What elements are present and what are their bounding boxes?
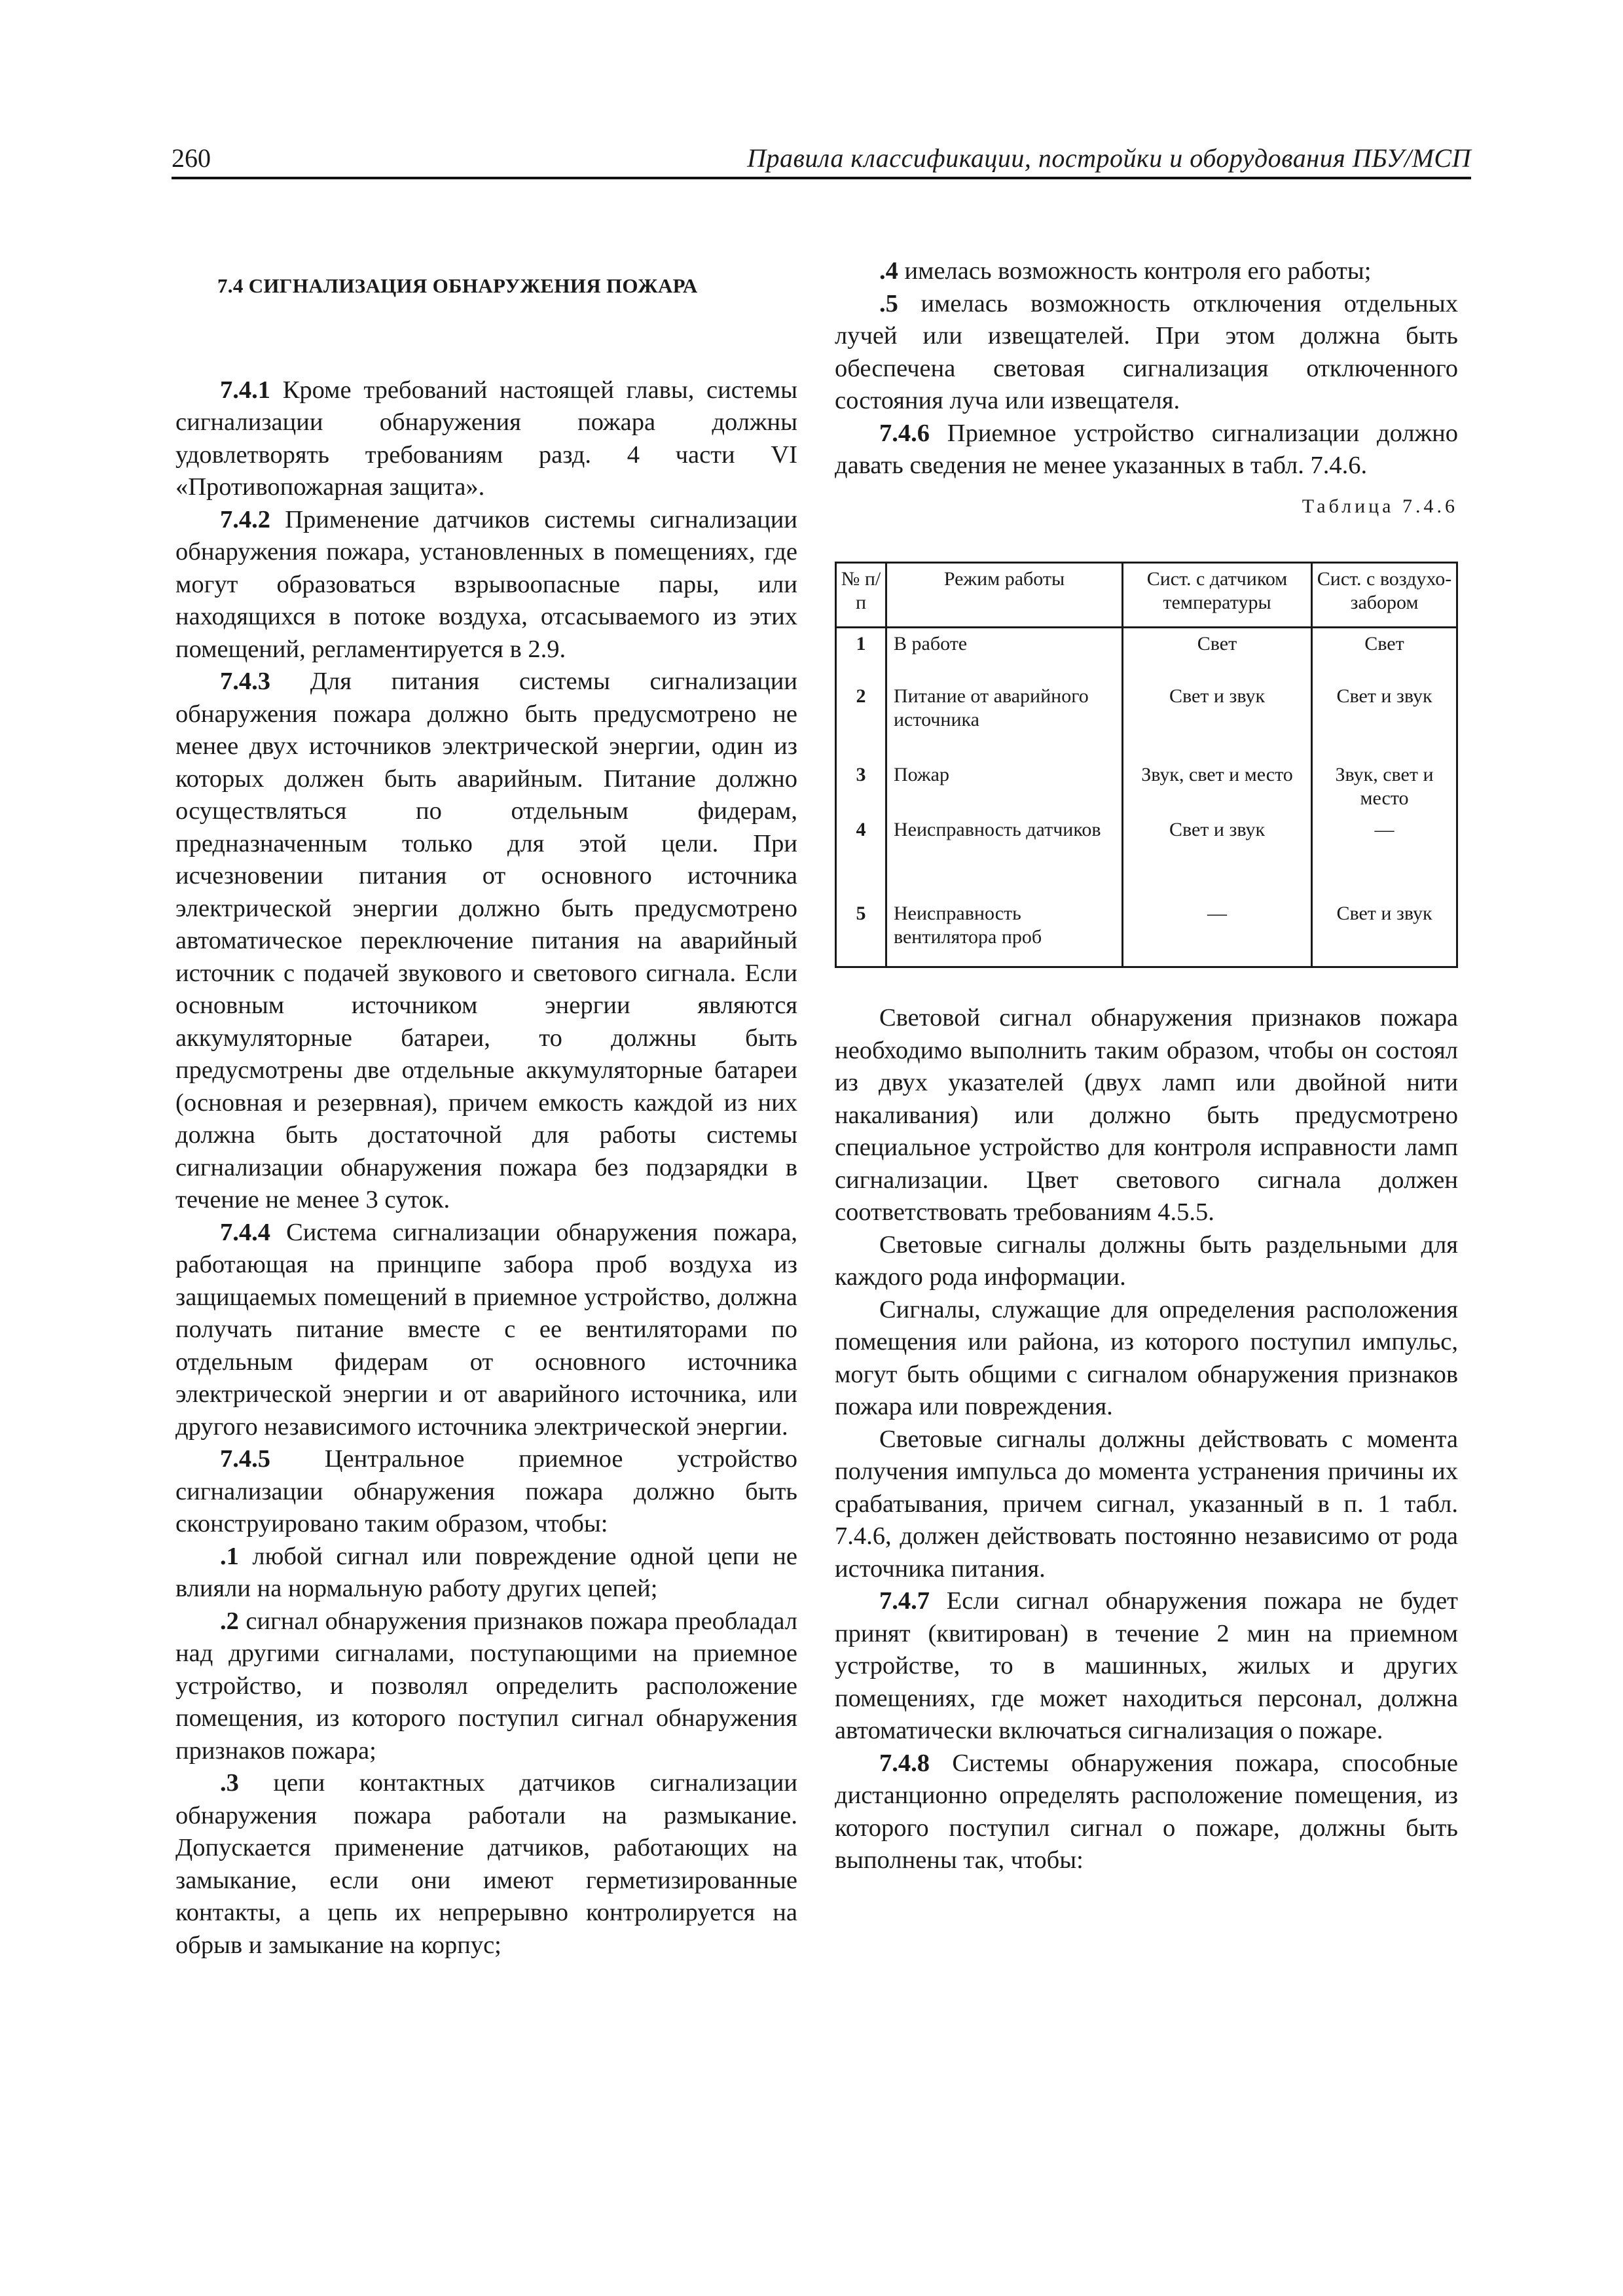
paragraph-text: Световые сигналы должны быть раздельными для каждого рода информации.: [835, 1230, 1458, 1291]
paragraph-text: Применение датчиков системы сигнализации обнаружения пожара, установленных в помещениях, где могут образоваться взрывоопасные пары, или находящихся в потоке воздуха, отсасываемого из этих помещений, регламентируется в 2.9.: [175, 505, 797, 663]
header-mode: Режим работы: [886, 563, 1123, 628]
row-mode: Неисправность вентилятора проб: [886, 898, 1123, 967]
item-number: .3: [220, 1769, 239, 1797]
header-number: № п/п: [836, 563, 886, 628]
row-temp-signal: —: [1123, 898, 1312, 967]
paragraph-7-4-8: [835, 1748, 1458, 1877]
row-mode: Неисправность датчиков: [886, 814, 1123, 898]
paragraph-7-4-6: [835, 418, 1458, 482]
paragraph-text: сигнал обнаружения признаков пожара преобладал над другими сигналами, поступающими на приемное устройство, и позволял определить расположение помещения, из которого поступил сигнал обнаружения признаков пожара;: [175, 1607, 797, 1765]
row-number: 5: [836, 898, 886, 967]
row-number: 1: [836, 628, 886, 681]
signal-table: [835, 562, 1458, 968]
left-column-body: [175, 374, 797, 1962]
paragraph-7-4-5: [175, 1443, 797, 1541]
clause-number: 7.4.1: [220, 376, 270, 404]
clause-number: 7.4.5: [220, 1445, 270, 1473]
item-number: .2: [220, 1607, 239, 1635]
paragraph-text: Системы обнаружения пожара, способные дистанционно определять расположение помещения, из которого поступил сигнал о пожаре, должны быть выполнены так, чтобы:: [835, 1749, 1458, 1874]
item-number: .5: [879, 289, 898, 317]
row-temp-signal: Звук, свет и место: [1123, 759, 1312, 814]
row-temp-signal: Свет и звук: [1123, 814, 1312, 898]
row-number: 2: [836, 681, 886, 759]
clause-number: 7.4.7: [879, 1587, 930, 1615]
row-air-signal: —: [1312, 814, 1457, 898]
paragraph-text: Если сигнал обнаружения пожара не будет принят (квитирован) в течение 2 мин на приемном устройстве, то в машинных, жилых и других помещениях, где может находиться персонал, должна автоматически включаться сигнализация о пожаре.: [835, 1587, 1458, 1744]
clause-number: 7.4.3: [220, 668, 270, 695]
table-caption: Таблица 7.4.6: [1302, 495, 1458, 517]
list-item-4: [835, 255, 1458, 288]
clause-number: 7.4.8: [879, 1749, 930, 1777]
paragraph-text: имелась возможность отключения отдельных лучей или извещателей. При этом должна быть обеспечена световая сигнализация отключенного состояния луча или извещателя.: [835, 289, 1458, 414]
row-air-signal: Звук, свет и место: [1312, 759, 1457, 814]
section-title: 7.4 СИГНАЛИЗАЦИЯ ОБНАРУЖЕНИЯ ПОЖАРА: [217, 274, 698, 297]
header-air-system: Сист. с воздухо-забором: [1312, 563, 1457, 628]
list-item-5: [835, 288, 1458, 418]
row-air-signal: Свет: [1312, 628, 1457, 681]
paragraph-text: любой сигнал или повреждение одной цепи не влияли на нормальную работу других цепей;: [175, 1542, 797, 1602]
row-number: 3: [836, 759, 886, 814]
row-number: 4: [836, 814, 886, 898]
table-row: [836, 681, 1457, 759]
row-air-signal: Свет и звук: [1312, 898, 1457, 967]
row-temp-signal: Свет и звук: [1123, 681, 1312, 759]
clause-number: 7.4.6: [879, 419, 930, 447]
table-row: [836, 628, 1457, 681]
paragraph-text: Система сигнализации обнаружения пожара, работающая на принципе забора проб воздуха из защищаемых помещений в приемное устройство, должна получать питание вместе с ее вентиляторами по отдельным фидерам от основного источника электрической энергии и от аварийного источника, или другого независимого источника электрической энергии.: [175, 1218, 797, 1441]
paragraph-7-4-7: [835, 1585, 1458, 1748]
table-row: [836, 898, 1457, 967]
paragraph-7-4-3: [175, 666, 797, 1217]
list-item-1: [175, 1541, 797, 1605]
paragraph-light-signal: [835, 1002, 1458, 1229]
table-row: [836, 814, 1457, 898]
paragraph-signal-duration: [835, 1424, 1458, 1586]
paragraph-text: Световой сигнал обнаружения признаков пожара необходимо выполнить таким образом, чтобы он состоял из двух указателей (двух ламп или двойной нити накаливания) или должно быть предусмотрено специальное устройство для контроля исправности ламп сигнализации. Цвет светового сигнала должен соответствовать требованиям 4.5.5.: [835, 1004, 1458, 1226]
clause-number: 7.4.2: [220, 505, 270, 533]
list-item-2: [175, 1605, 797, 1768]
paragraph-text: цепи контактных датчиков сигнализации обнаружения пожара работали на размыкание. Допускается применение датчиков, работающих на замыкание, если они имеют герметизированные контакты, а цепь их непрерывно контролируется на обрыв и замыкание на корпус;: [175, 1769, 797, 1959]
table-header-row: [836, 563, 1457, 628]
paragraph-text: Световые сигналы должны действовать с момента получения импульса до момента устранения причины их срабатывания, причем сигнал, указанный в п. 1 табл. 7.4.6, должен действовать постоянно независимо от рода источника питания.: [835, 1425, 1458, 1583]
row-temp-signal: Свет: [1123, 628, 1312, 681]
paragraph-separate-signals: [835, 1229, 1458, 1294]
row-mode: Питание от аварийного источника: [886, 681, 1123, 759]
row-air-signal: Свет и звук: [1312, 681, 1457, 759]
table-row: [836, 759, 1457, 814]
paragraph-7-4-4: [175, 1217, 797, 1444]
left-column: [175, 255, 797, 1962]
running-title: Правила классификации, постройки и оборудования ПБУ/МСП: [747, 143, 1471, 173]
paragraph-7-4-2: [175, 504, 797, 666]
item-number: .4: [879, 257, 898, 285]
paragraph-7-4-1: [175, 374, 797, 504]
clause-number: 7.4.4: [220, 1218, 270, 1246]
paragraph-text: Для питания системы сигнализации обнаружения пожара должно быть предусмотрено не менее двух источников электрической энергии, один из которых должен быть аварийным. Питание должно осуществляться по отдельным фидерам, предназначенным только для этой цели. При исчезновении питания от основного источника электрической энергии должно быть предусмотрено автоматическое переключение питания на аварийный источник с подачей звукового и светового сигнала. Если основным источником энергии являются аккумуляторные батареи, то должны быть предусмотрены две отдельные аккумуляторные батареи (основная и резервная), причем емкость каждой из них должна быть достаточной для работы системы сигнализации обнаружения пожара без подзарядки в течение не менее 3 суток.: [175, 668, 797, 1213]
right-column-lower: [835, 1002, 1458, 1877]
paragraph-text: Центральное приемное устройство сигнализации обнаружения пожара должно быть сконструировано таким образом, чтобы:: [175, 1445, 797, 1537]
row-mode: В работе: [886, 628, 1123, 681]
paragraph-text: Приемное устройство сигнализации должно давать сведения не менее указанных в табл. 7.4.6.: [835, 419, 1458, 479]
item-number: .1: [220, 1542, 239, 1570]
page-number: 260: [172, 143, 211, 173]
header-temp-system: Сист. с датчиком температуры: [1123, 563, 1312, 628]
paragraph-text: имелась возможность контроля его работы;: [898, 257, 1372, 285]
row-mode: Пожар: [886, 759, 1123, 814]
paragraph-text: Кроме требований настоящей главы, системы сигнализации обнаружения пожара должны удовлетворять требованиям разд. 4 части VI «Противопожарная защита».: [175, 376, 797, 501]
header-rule: [172, 177, 1471, 179]
paragraph-text: Сигналы, служащие для определения расположения помещения или района, из которого поступил импульс, могут быть общими с сигналом обнаружения признаков пожара или повреждения.: [835, 1295, 1458, 1420]
list-item-3: [175, 1767, 797, 1962]
right-column: [835, 255, 1458, 1877]
paragraph-location-signals: [835, 1294, 1458, 1424]
